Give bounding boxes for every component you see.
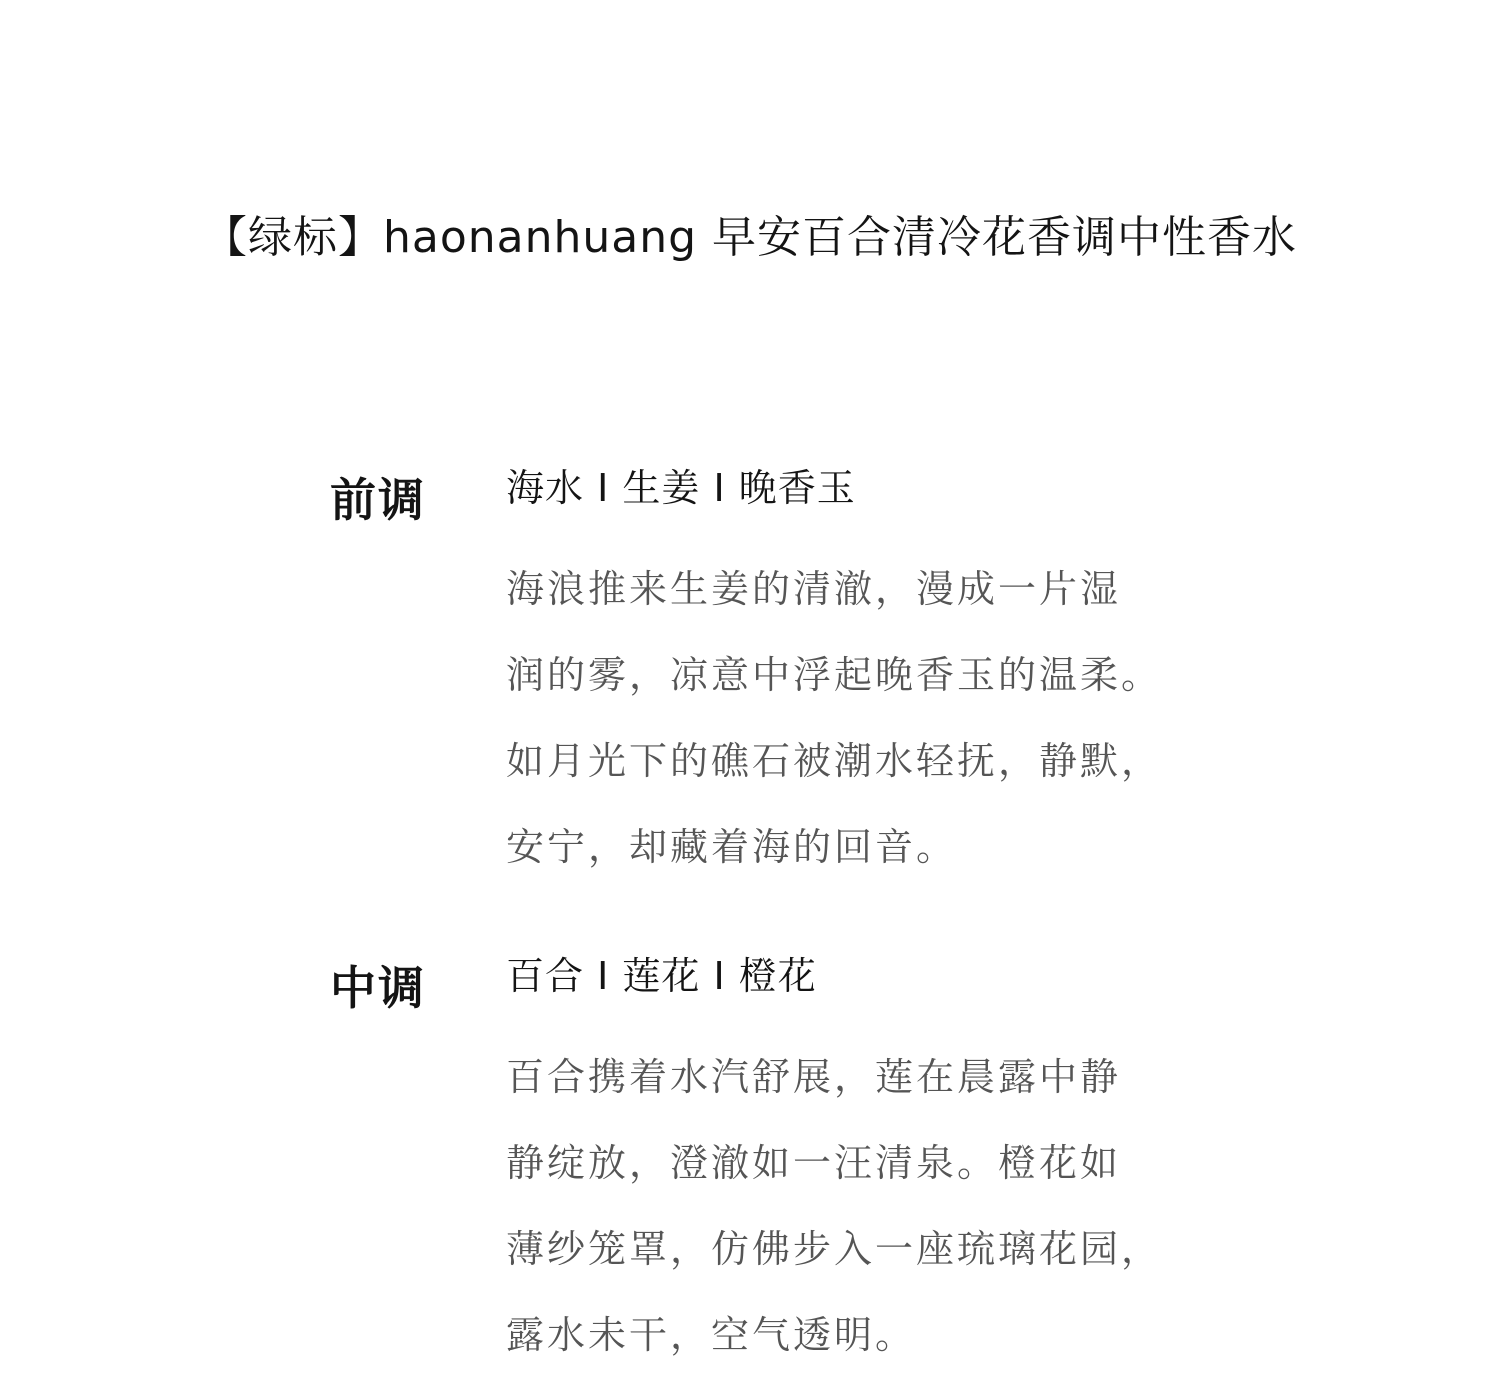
top-notes-ingredients: 海水 I 生姜 I 晚香玉 xyxy=(506,466,856,510)
middle-notes-ingredients: 百合 I 莲花 I 橙花 xyxy=(506,954,817,998)
description-line: 如月光下的礁石被潮水轻抚，静默， xyxy=(506,739,1163,783)
description-line: 百合携着水汽舒展，莲在晨露中静 xyxy=(506,1055,1122,1099)
description-line: 露水未干，空气透明。 xyxy=(506,1313,917,1357)
description-line: 薄纱笼罩，仿佛步入一座琉璃花园， xyxy=(506,1227,1163,1271)
description-line: 润的雾，凉意中浮起晚香玉的温柔。 xyxy=(506,653,1163,697)
middle-notes-label: 中调 xyxy=(330,961,426,1015)
description-line: 静绽放，澄澈如一汪清泉。橙花如 xyxy=(506,1141,1122,1185)
description-line: 海浪推来生姜的清澈，漫成一片湿 xyxy=(506,567,1122,611)
page-title: 【绿标】haonanhuang 早安百合清冷花香调中性香水 xyxy=(202,212,1298,263)
description-line: 安宁，却藏着海的回音。 xyxy=(506,825,958,869)
top-notes-label: 前调 xyxy=(330,473,426,527)
middle-notes-description xyxy=(506,1034,1206,1378)
top-notes-description xyxy=(506,546,1206,890)
